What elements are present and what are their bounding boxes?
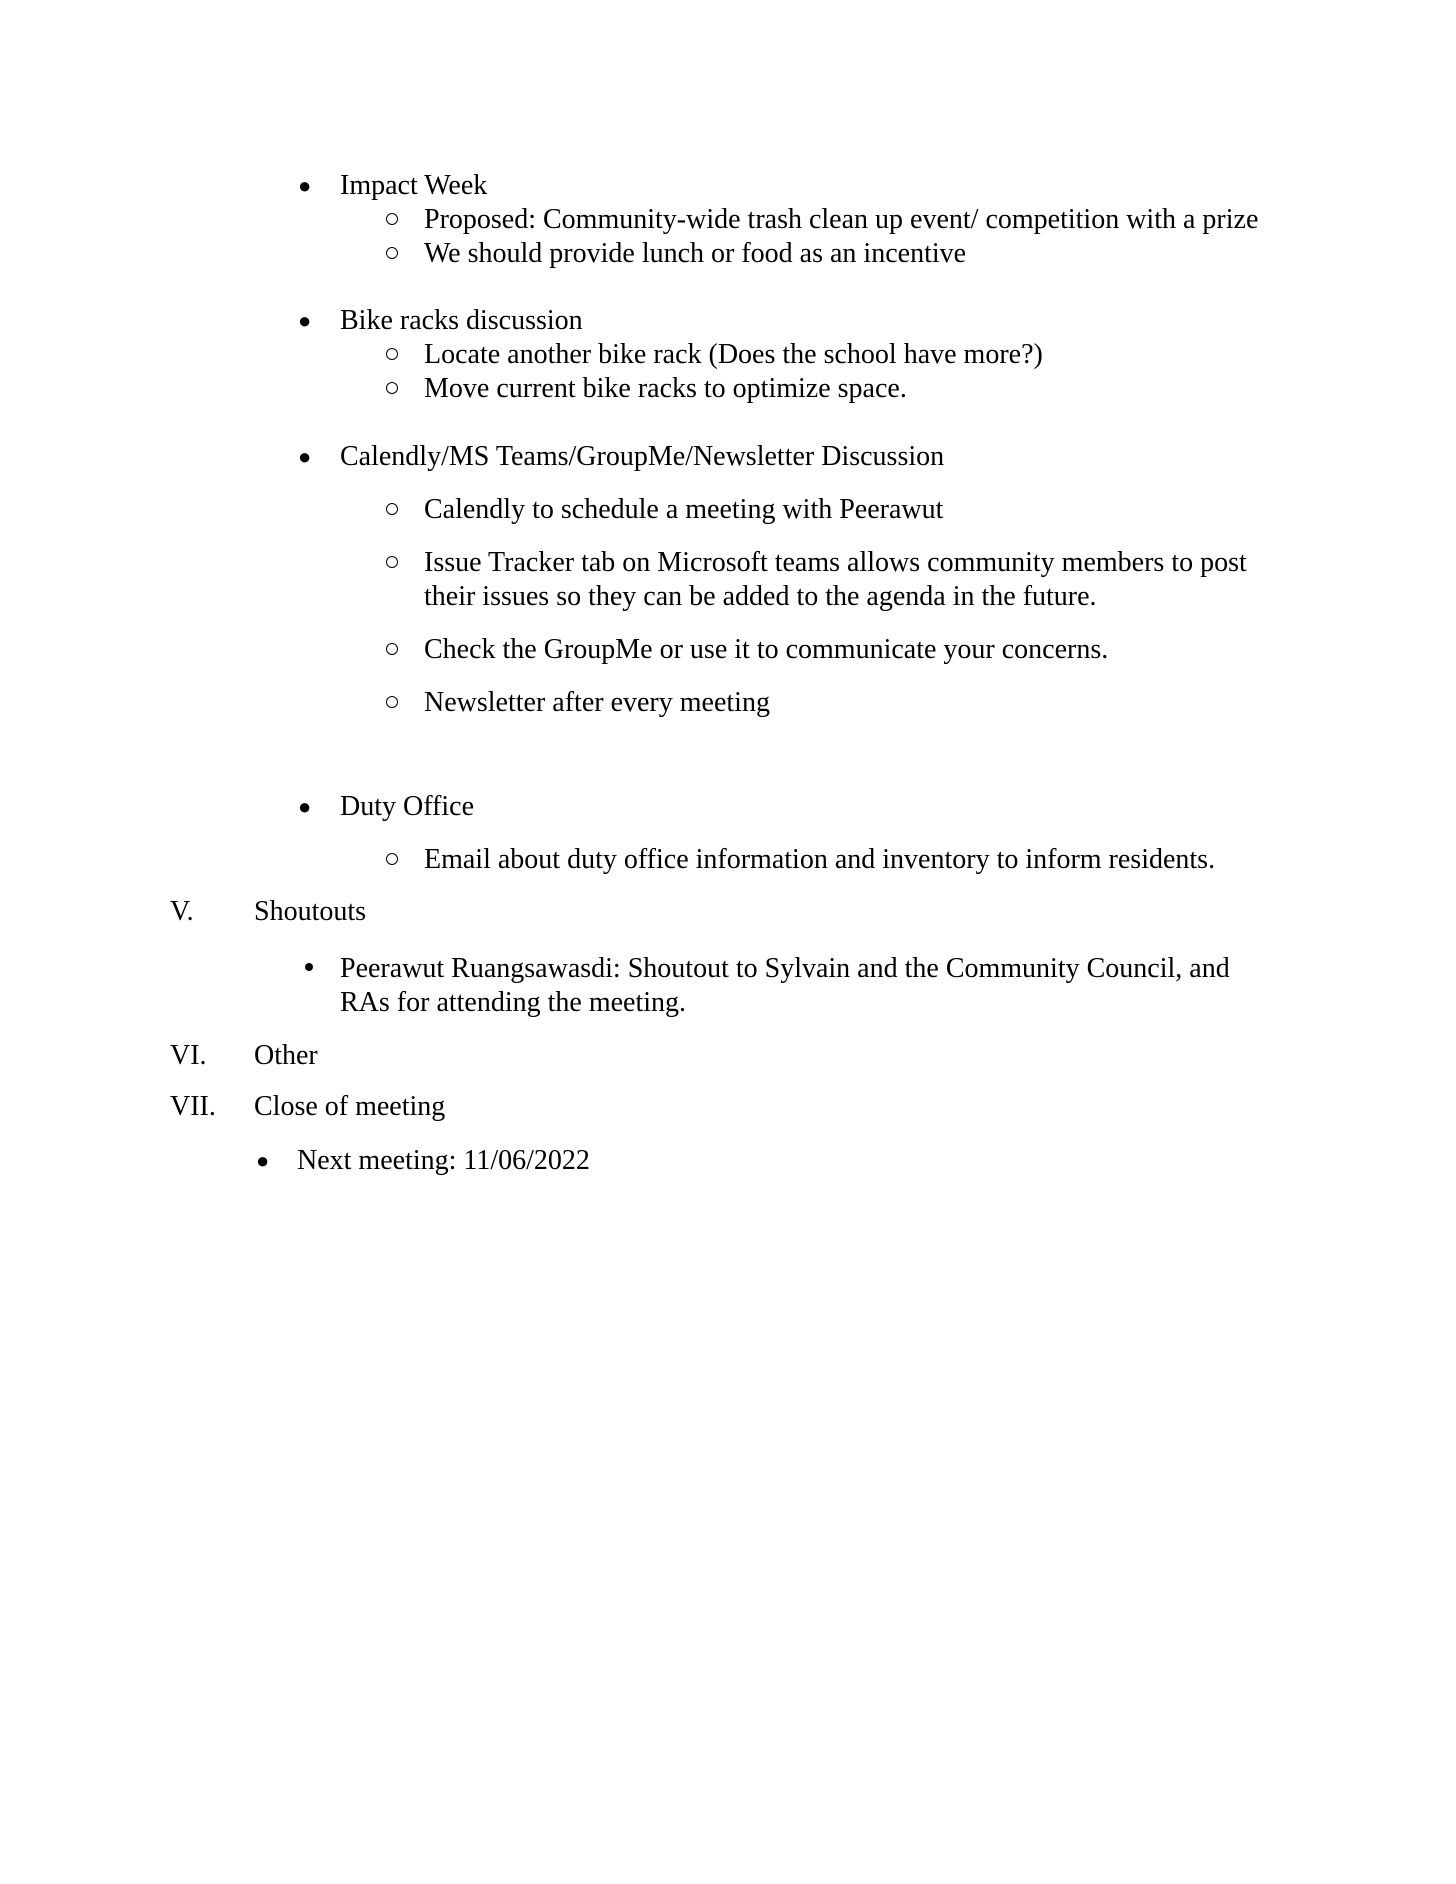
bullet-circle-icon [386,696,398,708]
subitem-text: Issue Tracker tab on Microsoft teams allows community members to post [424,547,1247,578]
item-title-impact-week: Impact Week [340,170,488,201]
subitem-text-continued: their issues so they can be added to the agenda in the future. [424,581,1097,612]
item-title-calendly: Calendly/MS Teams/GroupMe/Newsletter Discussion [340,441,945,472]
subitem-text: Email about duty office information and inventory to inform residents. [424,844,1216,875]
bullet-circle-icon [386,556,398,568]
bullet-circle-icon [386,213,398,225]
item-title-bike-racks: Bike racks discussion [340,305,583,336]
bullet-circle-icon [386,853,398,865]
section-numeral: VI. [170,1040,207,1071]
bullet-disc-icon: ● [256,1148,270,1173]
section-title-shoutouts: Shoutouts [254,896,367,927]
subitem-text: Check the GroupMe or use it to communicate your concerns. [424,634,1109,665]
bullet-circle-icon [386,643,398,655]
subitem-text: Proposed: Community-wide trash clean up event/ competition with a prize [424,204,1259,235]
section-title-close: Close of meeting [254,1091,446,1122]
item-title-duty-office: Duty Office [340,791,474,822]
section-numeral: V. [170,896,194,927]
subitem-text: Locate another bike rack (Does the school have more?) [424,339,1043,370]
bullet-circle-icon [386,382,398,394]
bullet-circle-icon [386,503,398,515]
bullet-circle-icon [386,247,398,259]
bullet-disc-icon [305,963,313,971]
subitem-text: Calendly to schedule a meeting with Peerawut [424,494,944,525]
bullet-circle-icon [386,348,398,360]
bullet-disc-icon: ● [298,308,312,333]
shoutout-text: Peerawut Ruangsawasdi: Shoutout to Sylvain and the Community Council, and [340,953,1230,984]
bullet-disc-icon: ● [298,794,312,819]
bullet-disc-icon: ● [298,444,312,469]
subitem-text: Move current bike racks to optimize space. [424,373,907,404]
section-numeral: VII. [170,1091,216,1122]
subitem-text: Newsletter after every meeting [424,687,770,718]
bullet-disc-icon: ● [298,173,312,198]
shoutout-text-continued: RAs for attending the meeting. [340,987,687,1018]
section-title-other: Other [254,1040,318,1071]
subitem-text: We should provide lunch or food as an incentive [424,238,967,269]
next-meeting-text: Next meeting: 11/06/2022 [297,1145,590,1176]
